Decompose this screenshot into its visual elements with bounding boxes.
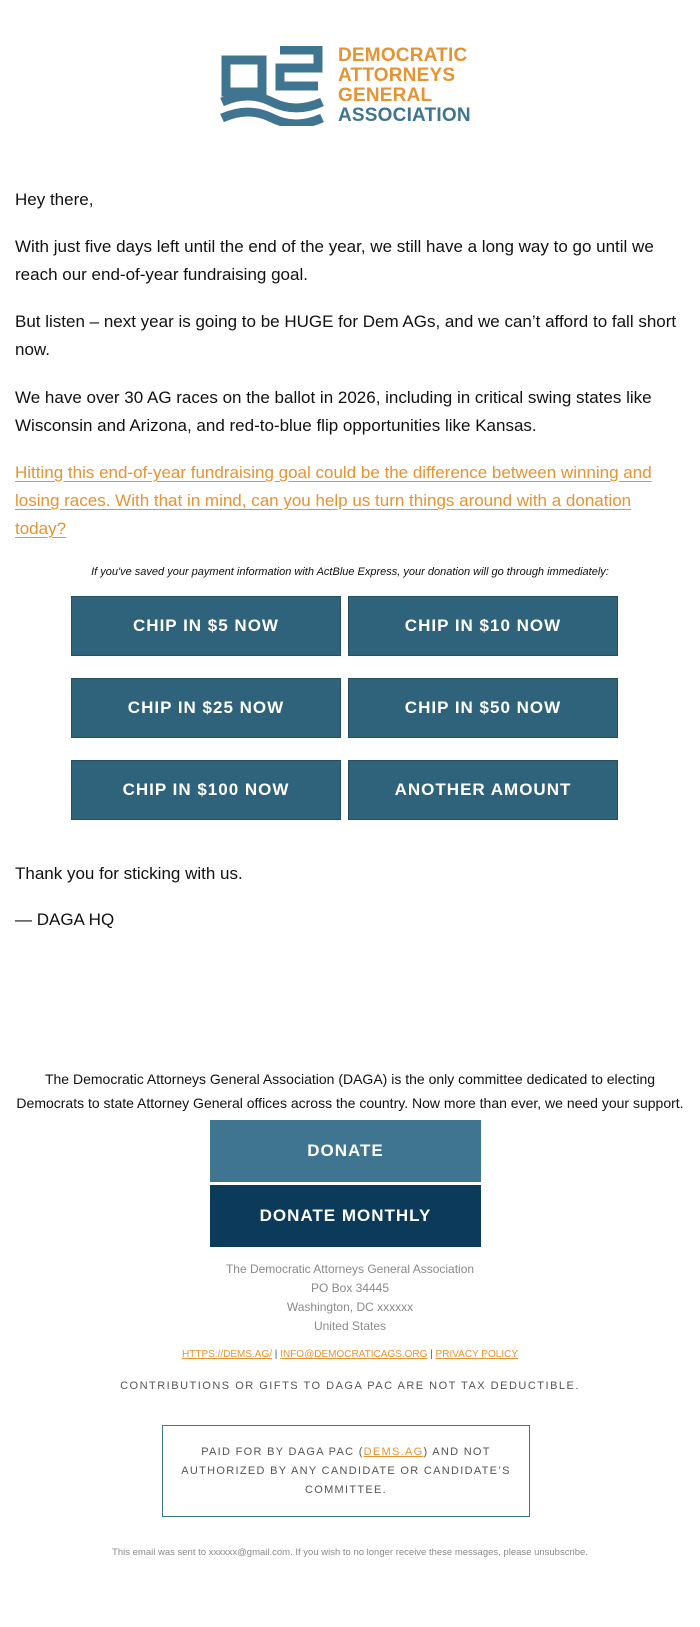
address-city: Washington, DC xxxxxx — [286, 1300, 414, 1314]
site-link[interactable]: HTTPS://DEMS.AG/ — [182, 1349, 273, 1360]
daga-logo[interactable] — [220, 46, 480, 130]
privacy-policy-link[interactable]: PRIVACY POLICY — [435, 1349, 518, 1360]
donate-monthly-button[interactable]: DONATE MONTHLY — [210, 1185, 481, 1247]
daga-logo-mark-icon — [220, 46, 324, 126]
greeting-text: Hey there, — [15, 190, 94, 209]
logo-line-general: GENERAL — [338, 85, 433, 106]
paid-for-text — [176, 1443, 516, 1500]
signoff-text: — DAGA HQ — [15, 910, 115, 929]
footer-links — [0, 1349, 700, 1360]
donation-link-paragraph[interactable] — [15, 459, 680, 543]
paragraph-next-year — [15, 308, 680, 364]
logo-line-democratic: DEMOCRATIC — [338, 45, 468, 66]
address-box: PO Box 34445 — [310, 1281, 390, 1295]
footer-intro: The Democratic Attorneys General Association (DAGA) is the only committee dedicated to electing Democrats to state Attorney General offices across the country. Now more than ever, we need your support. — [16, 1071, 684, 1111]
chip-in-10-button[interactable]: CHIP IN $10 NOW — [348, 596, 618, 656]
link-separator: | — [427, 1349, 436, 1360]
unsubscribe-notice[interactable]: This email was sent to xxxxxx@gmail.com. If you wish to no longer receive these messages, please unsubscribe. — [112, 1547, 588, 1558]
chip-in-5-button[interactable]: CHIP IN $5 NOW — [71, 596, 341, 656]
paragraph-races-text: We have over 30 AG races on the ballot in 2026, including in critical swing states like Wisconsin and Arizona, and red-to-blue flip opportunities like Kansas. — [15, 388, 652, 435]
logo-line-attorneys: ATTORNEYS — [338, 65, 456, 86]
paid-for-suffix: ) AND NOT AUTHORIZED BY ANY CANDIDATE OR CANDIDATE’S COMMITTEE. — [181, 1445, 511, 1496]
actblue-note: If you've saved your payment information with ActBlue Express, your donation will go through immediately: — [91, 566, 609, 578]
another-amount-button[interactable]: ANOTHER AMOUNT — [348, 760, 618, 820]
logo-line-association: ASSOCIATION — [338, 105, 471, 126]
signoff — [15, 906, 680, 934]
tax-notice: CONTRIBUTIONS OR GIFTS TO DAGA PAC ARE NOT TAX DEDUCTIBLE. — [120, 1380, 580, 1392]
paid-for-box — [162, 1425, 530, 1517]
email-link[interactable]: INFO@DEMOCRATICAGS.ORG — [280, 1349, 428, 1360]
mailing-address — [0, 1260, 700, 1336]
paragraph-next-year-text: But listen – next year is going to be HUGE for Dem AGs, and we can’t afford to fall short now. — [15, 312, 677, 359]
address-org: The Democratic Attorneys General Association — [225, 1262, 475, 1276]
logo-wordmark — [338, 46, 471, 126]
link-separator: | — [272, 1349, 281, 1360]
thanks — [15, 860, 680, 888]
donate-button[interactable]: DONATE — [210, 1120, 481, 1182]
paragraph-races — [15, 384, 680, 440]
greeting — [15, 186, 680, 214]
dems-ag-link[interactable]: DEMS.AG — [363, 1445, 424, 1458]
donation-link[interactable]: Hitting this end-of-year fundraising goal could be the difference between winning and losing races. With that in mind, can you help us turn things around with a donation today? — [15, 463, 652, 538]
paragraph-deadline-text: With just five days left until the end of the year, we still have a long way to go until we reach our end-of-year fundraising goal. — [15, 237, 654, 284]
chip-in-100-button[interactable]: CHIP IN $100 NOW — [71, 760, 341, 820]
thanks-text: Thank you for sticking with us. — [15, 864, 243, 883]
chip-in-50-button[interactable]: CHIP IN $50 NOW — [348, 678, 618, 738]
paid-for-prefix: PAID FOR BY DAGA PAC ( — [201, 1445, 364, 1458]
paragraph-deadline — [15, 233, 680, 289]
chip-in-25-button[interactable]: CHIP IN $25 NOW — [71, 678, 341, 738]
address-country: United States — [313, 1319, 387, 1333]
